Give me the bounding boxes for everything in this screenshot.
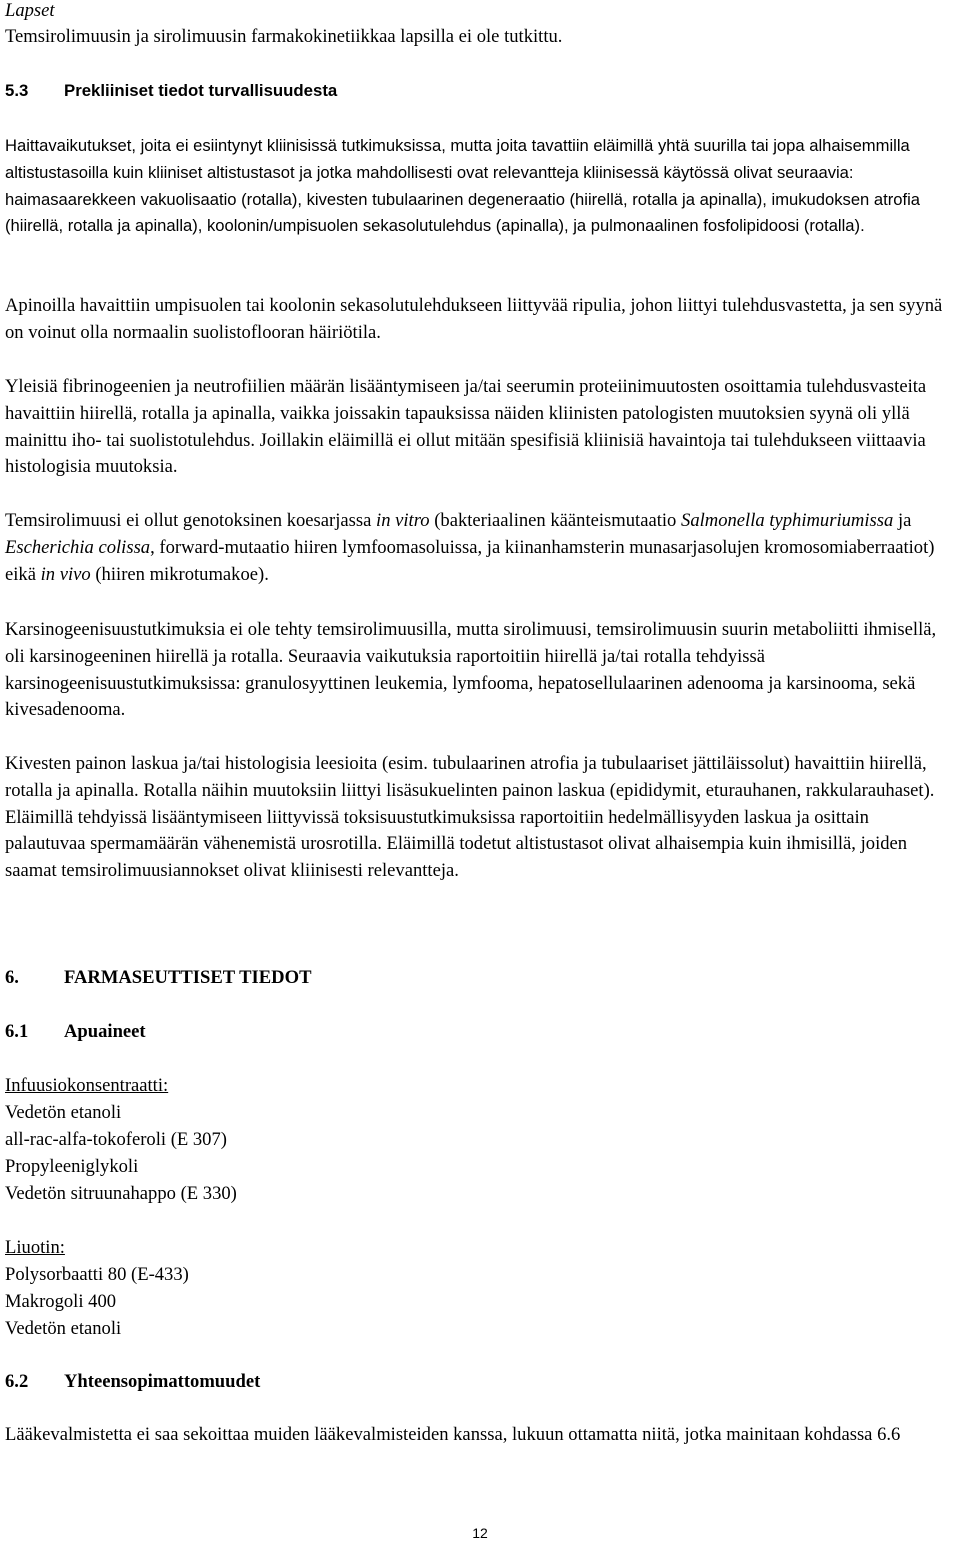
excipient-item: Polysorbaatti 80 (E-433)	[5, 1264, 189, 1285]
section-6-1-number: 6.1	[5, 1021, 29, 1042]
genotox-in-vitro: in vitro	[376, 510, 430, 531]
excipient-item: Vedetön etanoli	[5, 1102, 122, 1123]
preclinical-paragraph-1	[5, 133, 953, 240]
excipients-group-1-label: Infuusiokonsentraatti:	[5, 1075, 169, 1096]
carcinogenicity-paragraph: Karsinogeenisuustutkimuksia ei ole tehty temsirolimuusilla, mutta sirolimuusi, temsirolimuusin suurin metaboliitti ihmisellä, oli karsinogeeninen hiirellä ja rotalla. Seuraavia vaikutuksia raportoitiin hiirellä ja/tai rotalla tehdyissä karsinogeenisuustutkimuksissa: granulosyyttinen leukemia, lymfooma, hepatosellulaarinen adenooma ja karsinooma, sekä kivesadenooma.	[5, 619, 937, 721]
section-6-1-title: Apuaineet	[64, 1021, 146, 1042]
preclinical-paragraph-3: Yleisiä fibrinogeenien ja neutrofiilien määrän lisääntymiseen ja/tai seerumin proteiinimuutosten osoittamia tulehdusvasteita havaittiin hiirellä, rotalla ja apinalla, vaikka joissakin tapauksissa näiden kliinisten patologisten muutoksien syynä oli yllä mainittu iho- tai suolistotulehdus. Joillakin eläimillä ei ollut mitään spesifisiä kliinisiä havaintoja tai tulehdukseen viittaavia histologisia muutoksia.	[5, 376, 927, 478]
section-6-title: FARMASEUTTISET TIEDOT	[64, 967, 312, 988]
incompatibilities-text: Lääkevalmistetta ei saa sekoittaa muiden lääkevalmisteiden kanssa, lukuun ottamatta niitä, jotka mainitaan kohdassa 6.6	[5, 1424, 901, 1445]
lapset-text: Temsirolimuusin ja sirolimuusin farmakokinetiikkaa lapsilla ei ole tutkittu.	[5, 26, 563, 47]
excipients-group-1	[5, 1072, 953, 1207]
preclinical-paragraph-2: Apinoilla havaittiin umpisuolen tai koolonin sekasolutulehdukseen liittyvää ripulia, johon liittyi tulehdusvastetta, ja sen syynä on voinut olla normaalin suolistoflooran häiriötila.	[5, 295, 943, 343]
excipients-group-2-label: Liuotin:	[5, 1237, 65, 1258]
section-5-3-title: Prekliiniset tiedot turvallisuudesta	[64, 81, 338, 100]
excipient-item: Propyleeniglykoli	[5, 1156, 139, 1177]
genotox-text-c: (bakteriaalinen käänteismutaatio	[429, 510, 682, 531]
section-6-heading	[5, 965, 311, 992]
genotox-in-vivo: in vivo	[40, 563, 91, 585]
section-6-1-heading	[5, 1019, 146, 1046]
genotox-text-e: ja	[893, 510, 912, 531]
reproductive-toxicity-paragraph: Kivesten painon laskua ja/tai histologisia leesioita (esim. tubulaarinen atrofia ja tubulaariset jättiläissolut) havaittiin hiirellä, rotalla ja apinalla. Rotalla näihin muutoksiin liittyi lisäsukuelinten painon laskua (epididymit, eturauhanen, rakkularauhaset). Eläimillä tehdyissä lisääntymiseen liittyvissä toksisuustutkimuksissa raportoitiin hedelmällisyyden laskua ja osittain palautuvaa spermamäärän vähenemistä urosrotilla. Eläimillä todetut altistustasot olivat alhaisempia kuin ihmisillä, joiden saamat temsirolimuusiannokset olivat kliinisesti relevantteja.	[5, 753, 935, 882]
genotoxicity-paragraph	[5, 508, 953, 588]
genotox-escherichia: Escherichia colissa	[5, 536, 151, 558]
section-6-number: 6.	[5, 967, 19, 988]
excipient-item: Vedetön etanoli	[5, 1318, 122, 1339]
genotox-text-g: , forward-mutaatio hiiren lymfoomasoluissa, ja kiinanhamsterin munasarjasolujen kromosomiaberraatiot) eikä	[5, 536, 935, 585]
lapset-heading: Lapset	[5, 0, 55, 21]
excipient-item: Vedetön sitruunahappo (E 330)	[5, 1183, 237, 1204]
genotox-salmonella: Salmonella typhimuriumissa	[681, 510, 894, 531]
excipients-group-2	[5, 1234, 953, 1342]
section-6-2-title: Yhteensopimattomuudet	[64, 1371, 261, 1392]
page-number: 12	[472, 1525, 488, 1541]
genotox-text-a: Temsirolimuusi ei ollut genotoksinen koesarjassa	[5, 510, 377, 531]
section-5-3-heading	[5, 78, 337, 105]
section-6-2-heading	[5, 1369, 260, 1396]
genotox-text-i: (hiiren mikrotumakoe).	[90, 563, 269, 585]
excipient-item: all-rac-alfa-tokoferoli (E 307)	[5, 1129, 227, 1150]
excipient-item: Makrogoli 400	[5, 1291, 117, 1312]
section-6-2-number: 6.2	[5, 1371, 29, 1392]
preclinical-paragraph-1-text: Haittavaikutukset, joita ei esiintynyt kliinisissä tutkimuksissa, mutta joita tavattiin eläimillä yhtä suurilla tai jopa alhaisemmilla altistustasoilla kuin kliiniset altistustasot ja jotka mahdollisesti ovat relevantteja kliinisessä käytössä olivat seuraavia: haimasaarekkeen vakuolisaatio (rotalla), kivesten tubulaarinen degeneraatio (hiirellä, rotalla ja apinalla), imukudoksen atrofia (hiirellä, rotalla ja apinalla), koolonin/umpisuolen sekasolutulehdus (apinalla), ja pulmonaalinen fosfolipidoosi (rotalla).	[5, 136, 921, 236]
section-5-3-number: 5.3	[5, 81, 29, 100]
